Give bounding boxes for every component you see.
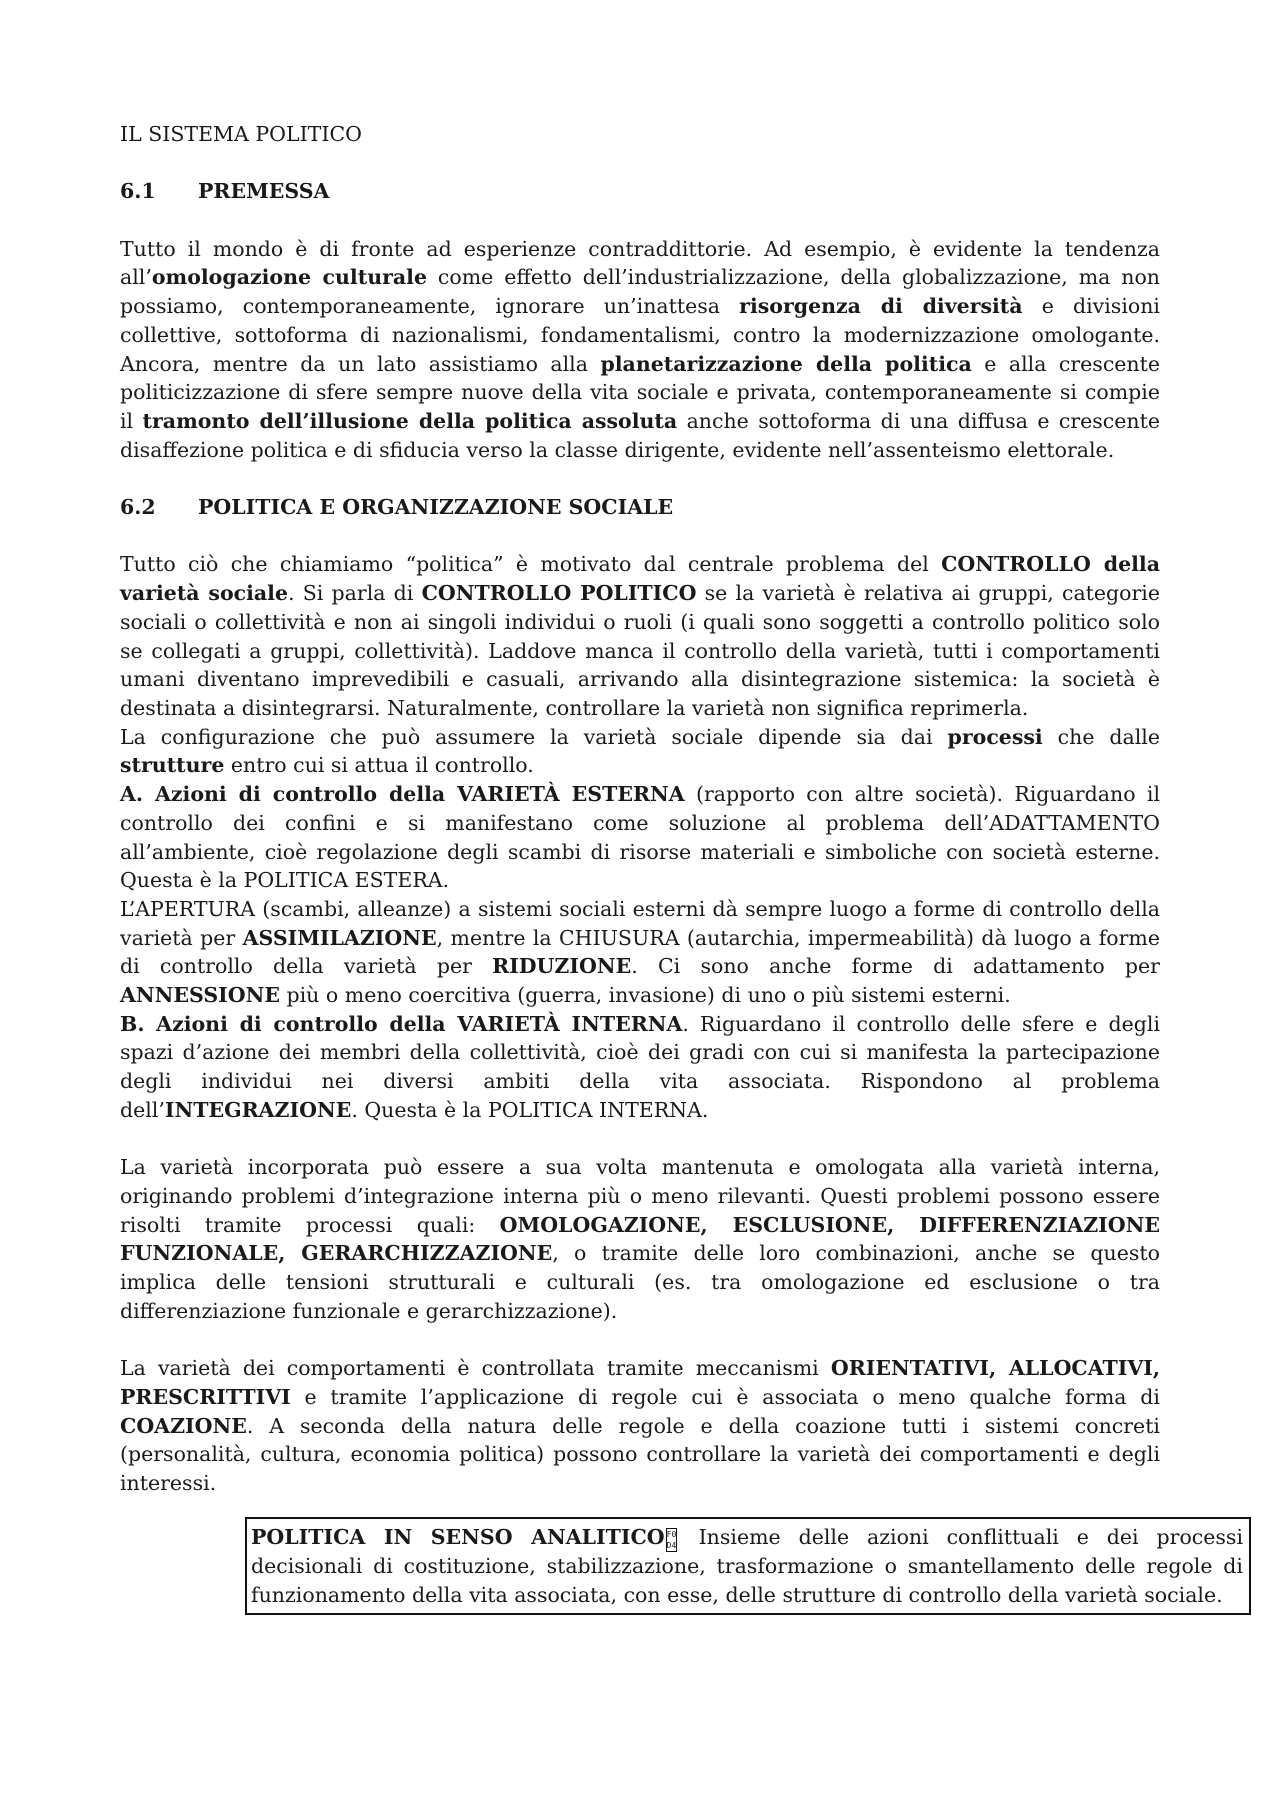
section-number: 6.2	[120, 495, 156, 520]
paragraph-controllo: Tutto ciò che chiamiamo “politica” è motivato dal centrale problema del CONTROLLO della varietà sociale. Si parla di CONTROLLO POLITICO se la varietà è relativa ai gruppi, categorie sociali o collettività e non ai singoli individui o ruoli (i quali sono soggetti a controllo politico solo se collegati a gruppi, collettività). Laddove manca il controllo della varietà, tutti i comportamenti umani diventano imprevedibili e casuali, arrivando alla disintegrazione sistemica: la società è destinata a disintegrarsi. Naturalmente, controllare la varietà non significa reprimerla.	[120, 552, 1160, 720]
section-title: PREMESSA	[198, 179, 330, 204]
section-heading-6-2	[120, 493, 1160, 522]
paragraph-meccanismi: La varietà dei comportamenti è controllata tramite meccanismi ORIENTATIVI, ALLOCATIVI, PRESCRITTIVI e tramite l’applicazione di regole cui è associata o meno qualche forma di COAZIONE. A seconda della natura delle regole e della coazione tutti i sistemi concreti (personalità, cultura, economia politica) possono controllare la varietà dei comportamenti e degli interessi.	[120, 1356, 1161, 1495]
definition-box	[245, 1517, 1251, 1615]
section-title: POLITICA E ORGANIZZAZIONE SOCIALE	[198, 495, 674, 520]
paragraph-varieta-esterna: A. Azioni di controllo della VARIETÀ ESTERNA (rapporto con altre società). Riguardano il controllo dei confini e si manifestano come soluzione al problema dell’ADATTAMENTO all’ambiente, cioè regolazione degli scambi di risorse materiali e simboliche con società esterne. Questa è la POLITICA ESTERA.	[120, 782, 1160, 893]
paragraph-premessa: Tutto il mondo è di fronte ad esperienze contraddittorie. Ad esempio, è evidente la tendenza all’omologazione culturale come effetto dell’industrializzazione, della globalizzazione, ma non possiamo, contemporaneamente, ignorare un’inattesa risorgenza di diversità e divisioni collettive, sottoforma di nazionalismi, fondamentalismi, contro la modernizzazione omologante. Ancora, mentre da un lato assistiamo alla planetarizzazione della politica e alla crescente politicizzazione di sfere sempre nuove della vita sociale e privata, contemporaneamente si compie il tramonto dell’illusione della politica assoluta anche sottoforma di una diffusa e crescente disaffezione politica e di sfiducia verso la classe dirigente, evidente nell’assenteismo elettorale.	[120, 236, 1161, 462]
paragraph-configurazione: La configurazione che può assumere la varietà sociale dipende sia dai processi che dalle strutture entro cui si attua il controllo.	[120, 724, 1160, 778]
paragraph-apertura: L’APERTURA (scambi, alleanze) a sistemi sociali esterni dà sempre luogo a forme di controllo della varietà per ASSIMILAZIONE, mentre la CHIUSURA (autarchia, impermeabilità) dà luogo a forme di controllo della varietà per RIDUZIONE. Ci sono anche forme di adattamento per ANNESSIONE più o meno coercitiva (guerra, invasione) di uno o più sistemi esterni.	[120, 896, 1160, 1008]
section-number: 6.1	[120, 179, 156, 204]
document-title: IL SISTEMA POLITICO	[120, 122, 362, 146]
section-heading-6-1	[120, 177, 1160, 206]
missing-glyph-icon: F0 D4	[666, 1530, 677, 1550]
document-page	[120, 120, 1160, 1498]
paragraph-varieta-interna: B. Azioni di controllo della VARIETÀ INTERNA. Riguardano il controllo delle sfere e degli spazi d’azione dei membri della collettività, cioè dei gradi con cui si manifesta la partecipazione degli individui nei diversi ambiti della vita associata. Rispondono al problema dell’INTEGRAZIONE. Questa è la POLITICA INTERNA.	[120, 1011, 1161, 1122]
definition-term: POLITICA IN SENSO ANALITICO	[251, 1525, 665, 1549]
definition-text: Insieme delle azioni conflittuali e dei processi decisionali di costituzione, stabilizzazione, trasformazione o smantellamento delle regole di funzionamento della vita associata, con esse, delle strutture di controllo della varietà sociale.	[251, 1525, 1243, 1607]
paragraph-varieta-incorporata: La varietà incorporata può essere a sua volta mantenuta e omologata alla varietà interna, originando problemi d’integrazione interna più o meno rilevanti. Questi problemi possono essere risolti tramite processi quali: OMOLOGAZIONE, ESCLUSIONE, DIFFERENZIAZIONE FUNZIONALE, GERARCHIZZAZIONE, o tramite delle loro combinazioni, anche se questo implica delle tensioni strutturali e culturali (es. tra omologazione ed esclusione o tra differenziazione funzionale e gerarchizzazione).	[120, 1155, 1160, 1323]
